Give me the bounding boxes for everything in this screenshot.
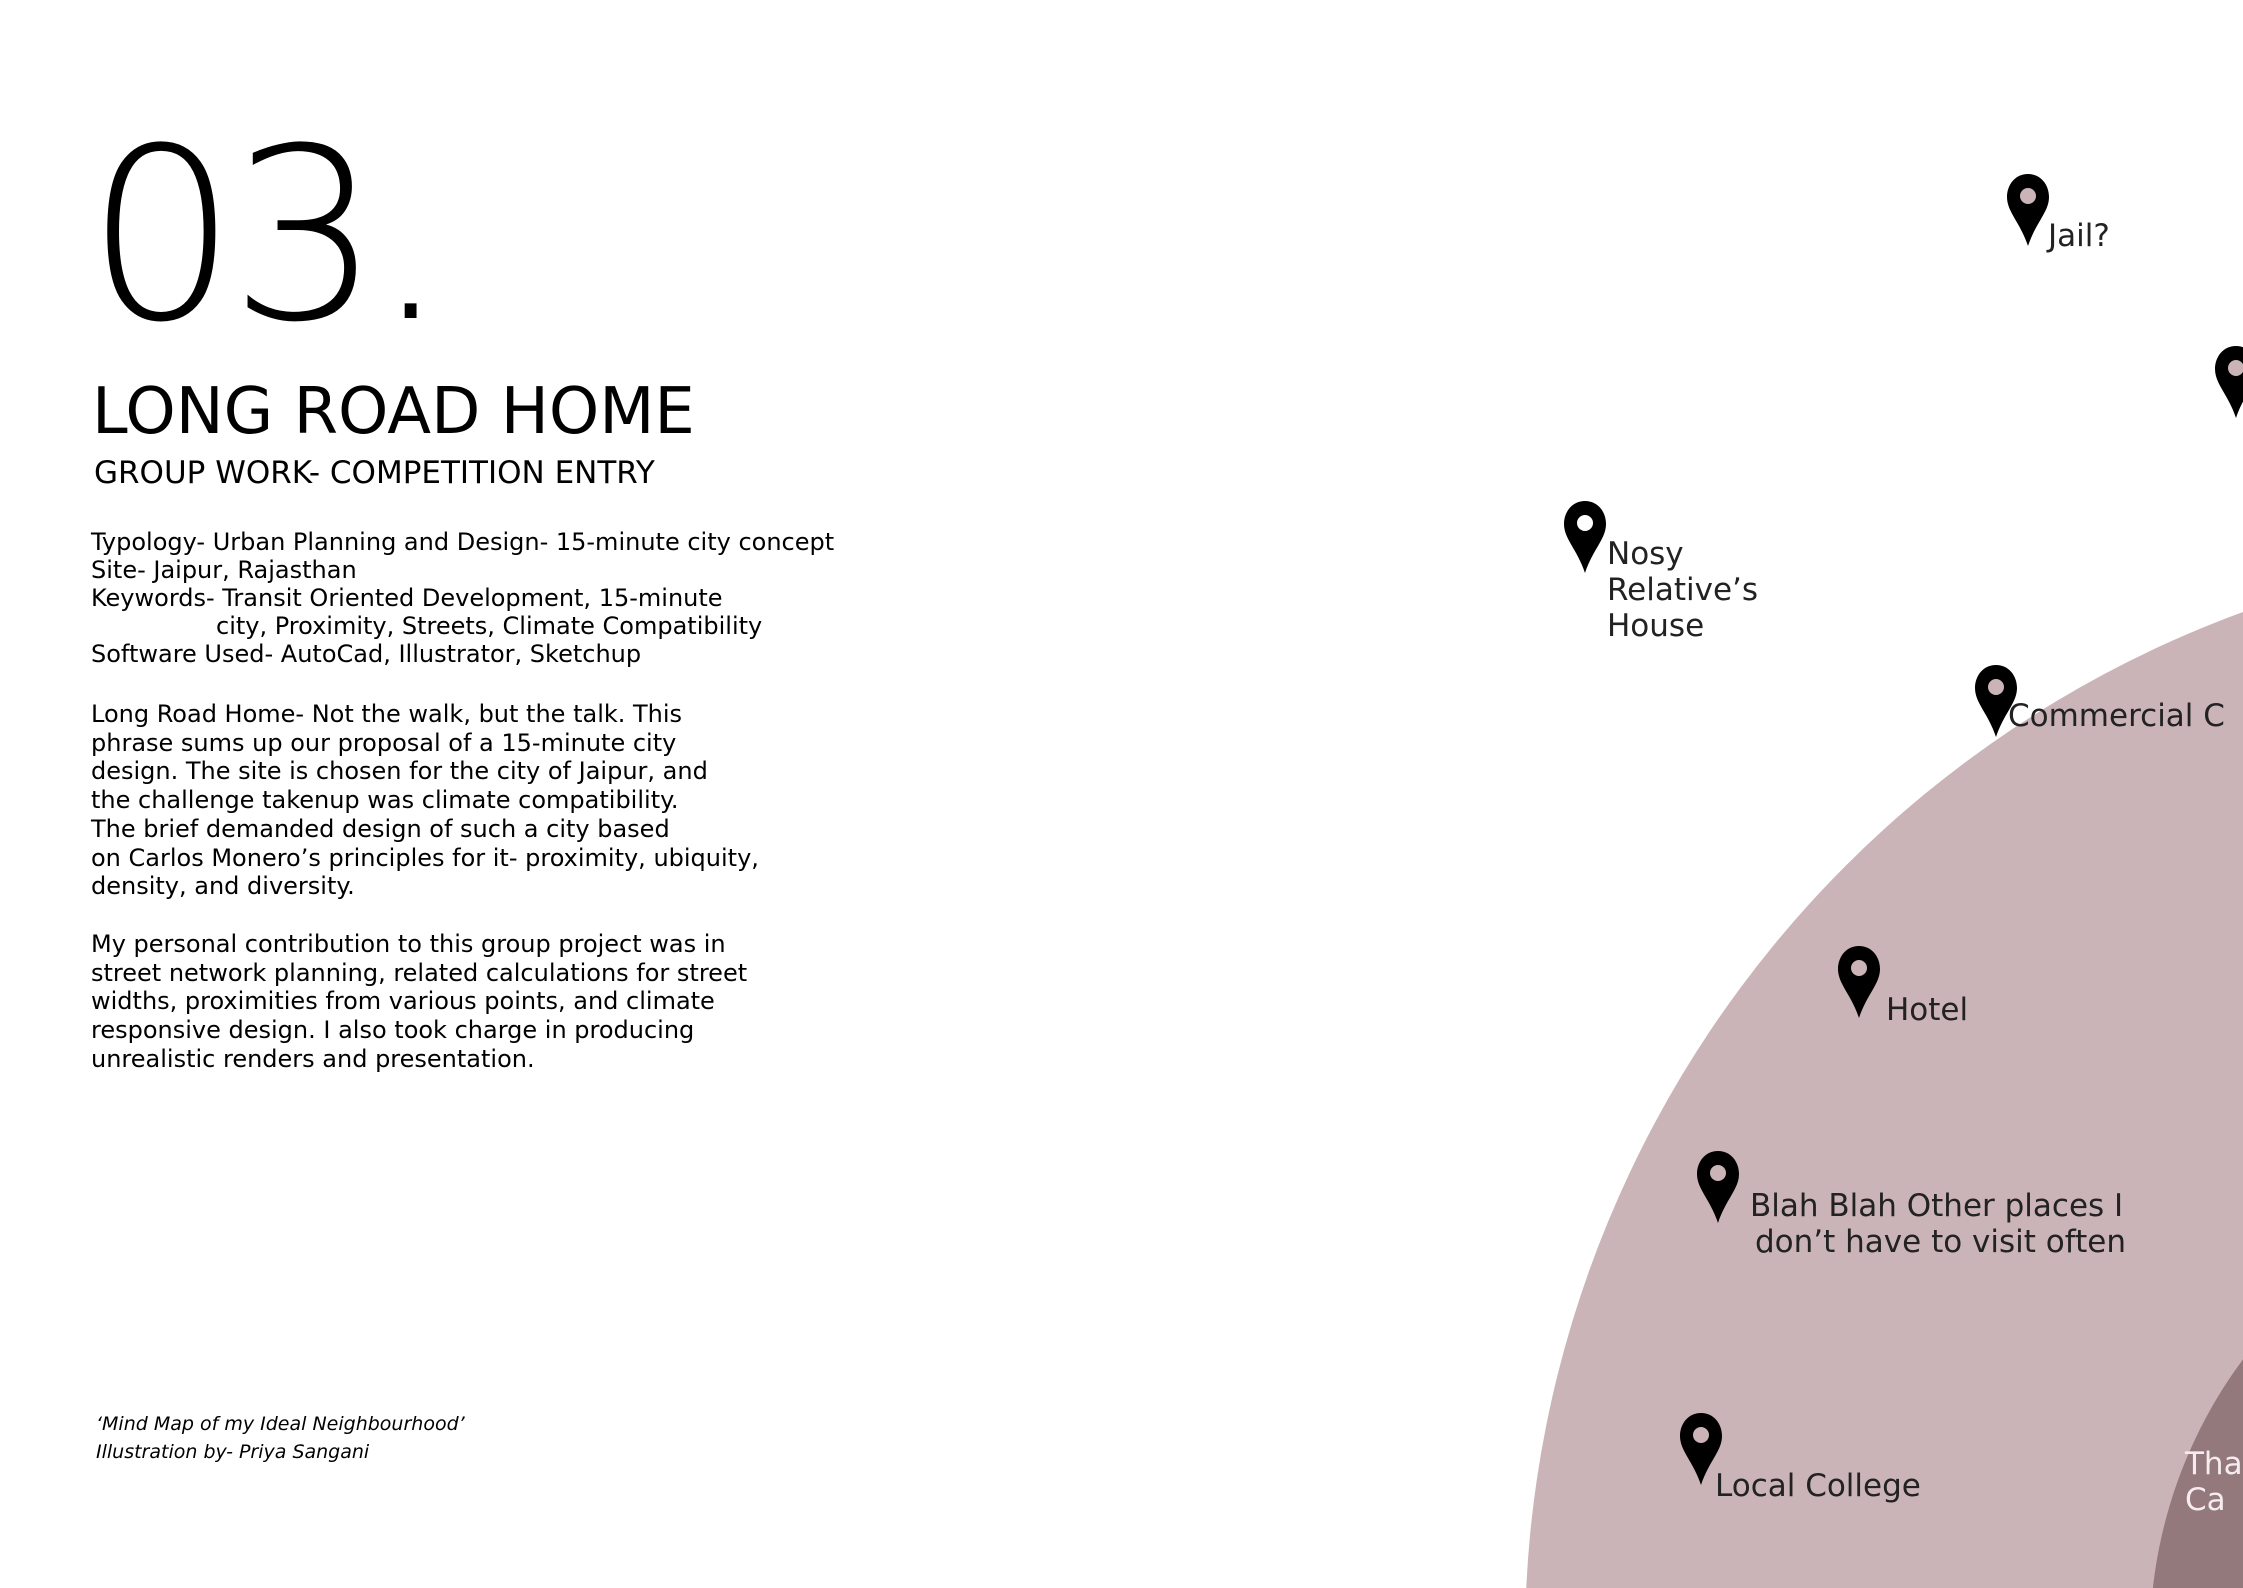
text-line: the challenge takenup was climate compatibility. <box>91 786 679 815</box>
place-label-line: don’t have to visit often <box>1755 1224 2126 1260</box>
place-label-commercial: Commercial C <box>2008 698 2225 734</box>
contribution-paragraph <box>91 930 747 1074</box>
text-line: on Carlos Monero’s principles for it- proximity, ubiquity, <box>91 843 759 872</box>
meta-site: Site- Jaipur, Rajasthan <box>91 556 357 584</box>
pin-icon <box>2007 174 2049 246</box>
meta-software: Software Used- AutoCad, Illustrator, Sketchup <box>91 640 642 668</box>
place-label-inner <box>2185 1446 2243 1518</box>
text-line: Long Road Home- Not the walk, but the talk. This <box>91 700 683 728</box>
place-label-college: Local College <box>1715 1468 1921 1504</box>
text-line: unrealistic renders and presentation. <box>91 1044 535 1073</box>
place-label-line: Nosy <box>1607 536 1684 572</box>
text-line: street network planning, related calculations for street <box>91 958 748 987</box>
place-label-jail: Jail? <box>2048 218 2110 254</box>
project-meta <box>91 528 834 668</box>
place-label-line: Blah Blah Other places I <box>1750 1188 2124 1224</box>
place-label-line: Relative’s <box>1607 572 1759 608</box>
text-line: phrase sums up our proposal of a 15-minute city <box>91 728 677 757</box>
figure-caption <box>96 1410 465 1466</box>
text-line: The brief demanded design of such a city based <box>91 814 670 843</box>
place-label-line: Ca <box>2185 1482 2226 1518</box>
page-title: LONG ROAD HOME <box>92 375 695 449</box>
description-paragraph <box>91 700 759 901</box>
text-line: design. The site is chosen for the city of Jaipur, and <box>91 757 708 786</box>
meta-typology: Typology- Urban Planning and Design- 15-minute city concept <box>91 528 835 556</box>
pin-icon <box>2215 346 2243 418</box>
meta-keywords-continued: city, Proximity, Streets, Climate Compatibility <box>216 612 763 640</box>
page-subtitle: GROUP WORK- COMPETITION ENTRY <box>94 455 655 491</box>
place-label-line: Tha <box>2185 1446 2243 1482</box>
caption-title: ‘Mind Map of my Ideal Neighbourhood’ <box>96 1413 465 1435</box>
project-number: 03. <box>86 98 441 375</box>
place-label-line: House <box>1607 608 1705 644</box>
caption-credit: Illustration by- Priya Sangani <box>96 1441 370 1463</box>
text-line: density, and diversity. <box>91 872 355 901</box>
text-line: My personal contribution to this group project was in <box>91 930 726 958</box>
place-label-nosy-relative <box>1607 536 1758 644</box>
meta-keywords: Keywords- Transit Oriented Development, 15-minute <box>91 584 723 612</box>
text-line: widths, proximities from various points, and climate <box>91 987 715 1016</box>
pin-icon <box>1564 501 1606 573</box>
place-label-other-places <box>1750 1188 2126 1260</box>
text-line: responsive design. I also took charge in producing <box>91 1016 695 1045</box>
place-label-hotel: Hotel <box>1886 992 1969 1028</box>
